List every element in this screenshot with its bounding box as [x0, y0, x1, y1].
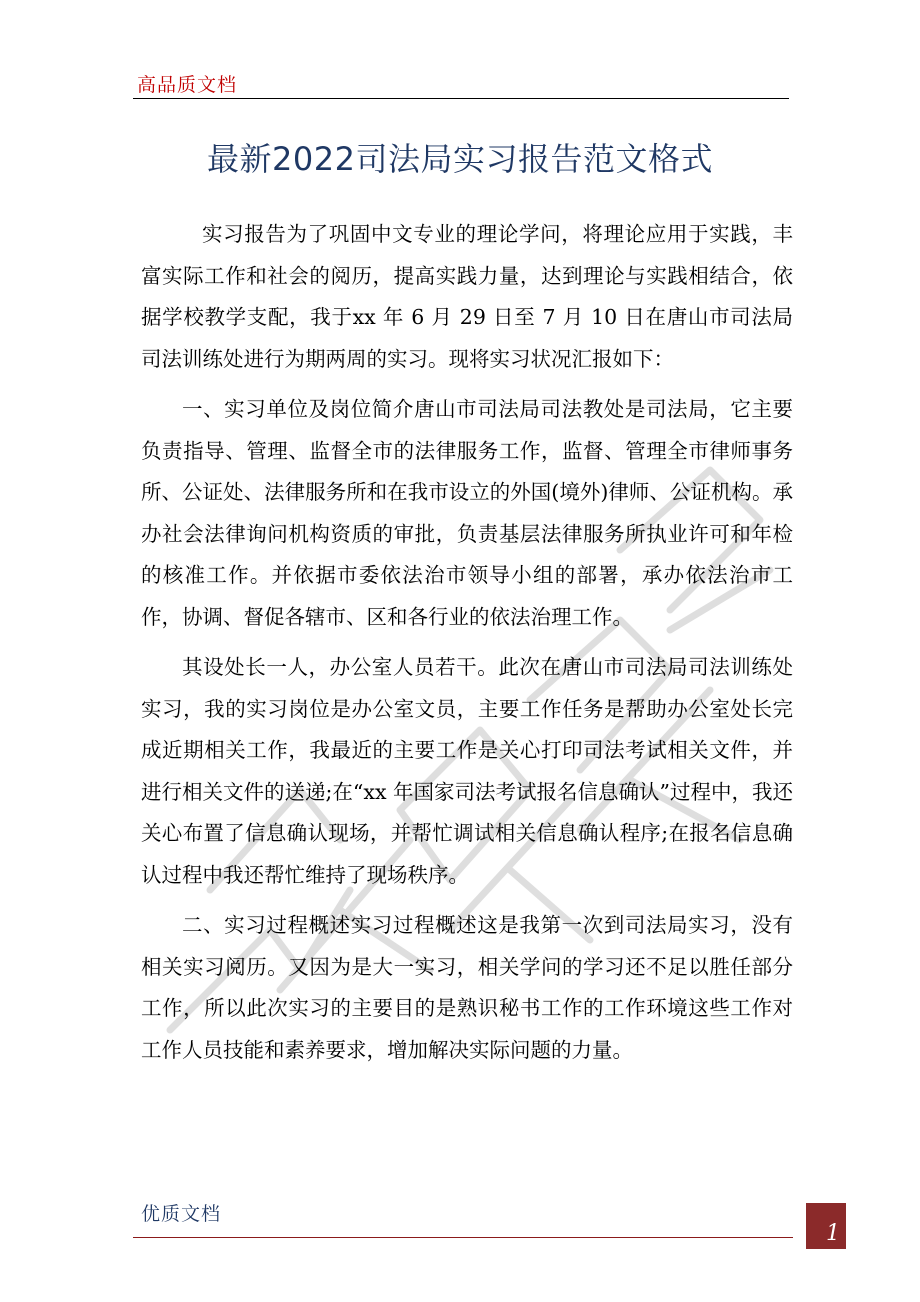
body-paragraph: 一、实习单位及岗位简介唐山市司法局司法教处是司法局，它主要负责指导、管理、监督全市的法律服务工作，监督、管理全市律师事务所、公证处、法律服务所和在我市设立的外国(境外)律师、公证机构。承办社会法律询问机构资质的审批，负责基层法律服务所执业许可和年检的核准工作。并依据市委依法治市领导小组的部署，承办依法治市工作，协调、督促各辖市、区和各行业的依法治理工作。	[141, 397, 793, 629]
header-label: 高品质文档	[137, 74, 238, 96]
page-number: 1	[826, 1221, 840, 1246]
page-number-badge	[806, 1203, 846, 1249]
footer-divider	[133, 1237, 793, 1238]
document-title: 最新2022司法局实习报告范文格式	[207, 140, 713, 178]
document-body	[141, 214, 793, 1080]
body-paragraph: 二、实习过程概述实习过程概述这是我第一次到司法局实习，没有相关实习阅历。又因为是大一实习，相关学问的学习还不足以胜任部分工作，所以此次实习的主要目的是熟识秘书工作的工作环境这些工作对工作人员技能和素养要求，增加解决实际问题的力量。	[141, 913, 793, 1062]
footer-label: 优质文档	[141, 1203, 222, 1225]
page-header	[133, 66, 789, 99]
body-paragraph: 其设处长一人，办公室人员若干。此次在唐山市司法局司法训练处实习，我的实习岗位是办公室文员，主要工作任务是帮助办公室处长完成近期相关工作，我最近的主要工作是关心打印司法考试相关文件，并进行相关文件的送递;在“xx 年国家司法考试报名信息确认”过程中，我还关心布置了信息确认现场，并帮忙调试相关信息确认程序;在报名信息确认过程中我还帮忙维持了现场秩序。	[141, 655, 794, 887]
body-paragraph: 实习报告为了巩固中文专业的理论学问，将理论应用于实践，丰富实际工作和社会的阅历，提高实践力量，达到理论与实践相结合，依据学校教学支配，我于xx 年 6 月 29 日至 7 月 10 日在唐山市司法局司法训练处进行为期两周的实习。现将实习状况汇报如下：	[141, 222, 793, 371]
